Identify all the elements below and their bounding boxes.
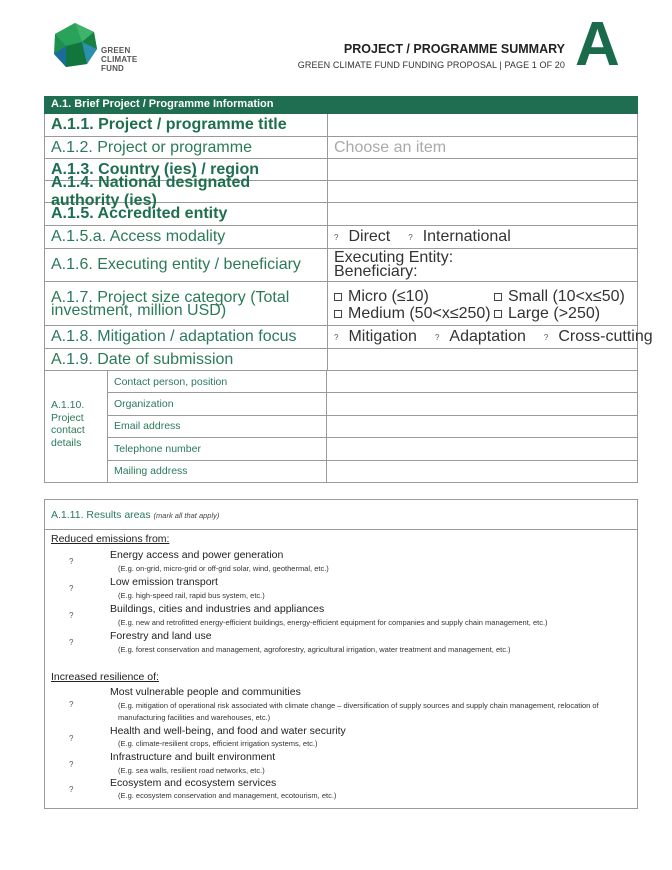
field-label: Organization: [108, 393, 327, 414]
size-large-option[interactable]: [494, 305, 600, 322]
result-area-example: (E.g. high-speed rail, rapid bus system, etc.): [118, 591, 265, 600]
contact-label-line: Project: [51, 411, 84, 424]
logo-line-1: GREEN: [101, 46, 131, 55]
document-title: PROJECT / PROGRAMME SUMMARY: [343, 42, 565, 56]
section-letter: A: [575, 10, 620, 79]
access-options: [328, 226, 637, 248]
result-area-example: (E.g. climate-resilient crops, efficient irrigation systems, etc.): [118, 739, 318, 748]
results-heading-note: (mark all that apply): [153, 511, 220, 520]
section-heading: A.1. Brief Project / Programme Information: [44, 96, 638, 114]
option-label: Mitigation: [348, 328, 417, 345]
dropdown-value: Choose an item: [334, 138, 447, 156]
result-area-example: (E.g. mitigation of operational risk associated with climate change – diversification of supply sources and supply chain management, relocation of manufacturing facilities and warehouses, etc.): [118, 701, 599, 722]
nda-input[interactable]: [328, 181, 637, 202]
result-area-example: (E.g. sea walls, resilient road networks, etc.): [118, 766, 265, 775]
access-international-option[interactable]: [408, 228, 511, 246]
result-area-example: (E.g. ecosystem conservation and management, ecotourism, etc.): [118, 791, 337, 800]
email-row[interactable]: [108, 416, 638, 438]
field-label: Contact person, position: [108, 371, 327, 392]
focus-options: [328, 326, 653, 348]
option-label: Direct: [348, 228, 391, 245]
accredited-entity-input[interactable]: [328, 203, 637, 225]
reduced-emissions-title: Reduced emissions from:: [51, 533, 170, 545]
result-area-title: Ecosystem and ecosystem services: [110, 777, 277, 789]
form-row-project-type: [44, 137, 638, 159]
focus-mitigation-option[interactable]: [334, 328, 417, 346]
checkbox-icon: [334, 293, 342, 301]
logo-wordmark: [101, 46, 137, 73]
row-label: A.1.3. Country (ies) / region: [45, 159, 328, 180]
checkbox-icon[interactable]: ?: [69, 584, 74, 593]
size-medium-option[interactable]: [334, 305, 491, 322]
option-label: Small (10<x≤50): [508, 288, 625, 305]
checkbox-icon: ?: [334, 232, 339, 242]
checkbox-icon[interactable]: ?: [69, 734, 74, 743]
result-area-title: Buildings, cities and industries and appliances: [110, 603, 325, 615]
option-label: Adaptation: [449, 328, 526, 345]
result-area-title: Infrastructure and built environment: [110, 751, 276, 763]
row-label: A.1.8. Mitigation / adaptation focus: [45, 326, 328, 348]
form-row-size: [44, 282, 638, 326]
beneficiary-label: Beneficiary:: [334, 263, 418, 280]
field-label: Mailing address: [108, 461, 327, 482]
contact-label-line: contact: [51, 424, 85, 436]
size-small-option[interactable]: [494, 288, 625, 305]
results-heading: [45, 500, 637, 530]
field-label: Telephone number: [108, 438, 327, 459]
row-label: A.1.5.a. Access modality: [45, 226, 328, 248]
access-direct-option[interactable]: [334, 228, 390, 246]
increased-resilience-title: Increased resilience of:: [51, 671, 159, 683]
checkbox-icon: [494, 310, 502, 318]
checkbox-icon[interactable]: ?: [69, 760, 74, 769]
row-label: A.1.4. National designated authority (ies): [45, 181, 328, 202]
green-climate-fund-logo-icon: [52, 22, 98, 68]
checkbox-icon: ?: [408, 232, 413, 242]
option-label: Cross-cutting: [558, 328, 653, 345]
submission-date-input[interactable]: [328, 349, 637, 370]
focus-crosscutting-option[interactable]: [544, 328, 653, 346]
row-label: A.1.5. Accredited entity: [45, 203, 328, 225]
executing-entity-label: Executing Entity:: [334, 249, 454, 266]
checkbox-icon[interactable]: ?: [69, 785, 74, 794]
result-area-title: Energy access and power generation: [110, 549, 284, 561]
form-row-nda: [44, 173, 638, 209]
document-subtitle: GREEN CLIMATE FUND FUNDING PROPOSAL | PAGE 1 OF 20: [297, 60, 565, 70]
checkbox-icon[interactable]: ?: [69, 557, 74, 566]
checkbox-icon[interactable]: ?: [69, 638, 74, 647]
checkbox-icon: [334, 310, 342, 318]
result-area-title: Forestry and land use: [110, 630, 212, 642]
checkbox-icon: ?: [543, 332, 549, 342]
row-label: A.1.9. Date of submission: [45, 349, 328, 370]
result-area-example: (E.g. forest conservation and management, agroforestry, agricultural irrigation, water treatment and management, etc.): [118, 645, 511, 654]
project-title-input[interactable]: [328, 114, 637, 136]
telephone-row[interactable]: [108, 438, 638, 460]
result-area-title: Most vulnerable people and communities: [110, 686, 301, 698]
logo-line-2: CLIMATE: [101, 55, 138, 64]
contact-person-row[interactable]: [108, 371, 638, 393]
form-row-access: [44, 226, 638, 249]
checkbox-icon: ?: [334, 332, 339, 342]
row-label: A.1.1. Project / programme title: [45, 114, 328, 136]
result-area-example: (E.g. new and retrofitted energy-efficient buildings, energy-efficient equipment for companies and supply chain management, etc.): [118, 618, 548, 627]
executing-entity-input[interactable]: [328, 249, 637, 281]
contact-label-line: details: [51, 436, 82, 449]
results-areas-box: [44, 499, 638, 809]
mailing-address-row[interactable]: [108, 461, 638, 483]
field-label: Email address: [108, 416, 327, 437]
option-label: Micro (≤10): [348, 288, 429, 305]
results-heading-text: A.1.11. Results areas: [51, 509, 151, 521]
form-row-date: [44, 349, 638, 371]
project-type-dropdown[interactable]: [328, 137, 637, 158]
focus-adaptation-option[interactable]: [435, 328, 526, 346]
contact-label-line: A.1.10.: [51, 399, 85, 411]
contact-details-label: [44, 371, 108, 483]
country-input[interactable]: [328, 159, 637, 180]
form-row-title: [44, 114, 638, 137]
checkbox-icon: [494, 293, 502, 301]
checkbox-icon[interactable]: ?: [69, 611, 74, 620]
organization-row[interactable]: [108, 393, 638, 415]
option-label: Medium (50<x≤250): [348, 305, 491, 322]
size-options: [328, 282, 637, 325]
checkbox-icon[interactable]: ?: [69, 700, 74, 709]
row-label: A.1.7. Project size category (Total investment, million USD): [45, 282, 328, 325]
logo-line-3: FUND: [101, 64, 125, 73]
form-row-focus: [44, 326, 653, 349]
result-area-title: Low emission transport: [110, 576, 218, 588]
form-row-accredited: [44, 203, 638, 226]
row-label: A.1.6. Executing entity / beneficiary: [45, 249, 328, 281]
option-label: Large (>250): [508, 305, 601, 322]
result-area-title: Health and well-being, and food and water security: [110, 725, 346, 737]
result-area-example: (E.g. on-grid, micro-grid or off-grid solar, wind, geothermal, etc.): [118, 564, 329, 573]
option-label: International: [422, 228, 511, 245]
form-row-executing: [44, 249, 638, 282]
size-micro-option[interactable]: [334, 288, 429, 305]
checkbox-icon: ?: [434, 332, 440, 342]
row-label: A.1.2. Project or programme: [45, 137, 328, 158]
